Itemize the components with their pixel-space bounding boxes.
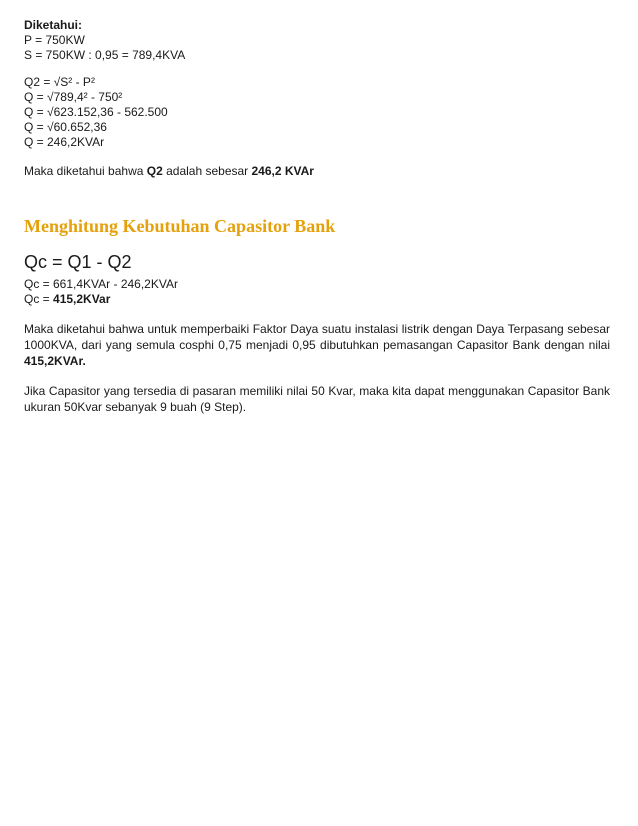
- q2-formula: Q2 = √S² - P²: [24, 75, 95, 89]
- q2-conclusion: [24, 164, 610, 179]
- qc-calculation: Qc = 661,4KVAr - 246,2KVAr: [24, 277, 178, 291]
- q2-term: Q2: [146, 164, 163, 178]
- q2-calculation: [24, 75, 610, 150]
- given-apparent-power: S = 750KW : 0,95 = 789,4KVA: [24, 48, 186, 62]
- qc-result-prefix: Qc =: [24, 292, 54, 306]
- qc-result-value: 415,2KVar: [53, 292, 111, 306]
- q2-conclusion-middle: adalah sebesar: [162, 164, 252, 178]
- q2-step-2: Q = √623.152,36 - 562.500: [24, 105, 168, 119]
- document-page: [24, 18, 610, 415]
- given-heading: Diketahui:: [24, 18, 83, 32]
- q2-step-1: Q = √789,4² - 750²: [24, 90, 123, 104]
- q2-conclusion-prefix: Maka diketahui bahwa: [24, 164, 147, 178]
- q2-result: Q = 246,2KVAr: [24, 135, 105, 149]
- given-power: P = 750KW: [24, 33, 85, 47]
- section-title: Menghitung Kebutuhan Capasitor Bank: [24, 216, 336, 236]
- q2-value: 246,2 KVAr: [251, 164, 314, 178]
- q2-step-3: Q = √60.652,36: [24, 120, 107, 134]
- capacitor-bank-note: Jika Capasitor yang tersedia di pasaran memiliki nilai 50 Kvar, maka kita dapat menggunakan Capasitor Bank ukuran 50Kvar sebanyak 9 buah (9 Step).: [24, 384, 610, 414]
- qc-result: [24, 292, 610, 307]
- capacitor-conclusion-value: 415,2KVAr.: [24, 354, 86, 368]
- qc-formula: Qc = Q1 - Q2: [24, 252, 132, 272]
- capacitor-conclusion-text: Maka diketahui bahwa untuk memperbaiki Faktor Daya suatu instalasi listrik dengan Daya Terpasang sebesar 1000KVA, dari yang semula cosphi 0,75 menjadi 0,95 dibutuhkan pemasangan Capasitor Bank dengan nilai: [24, 322, 610, 352]
- capacitor-conclusion: [24, 321, 610, 369]
